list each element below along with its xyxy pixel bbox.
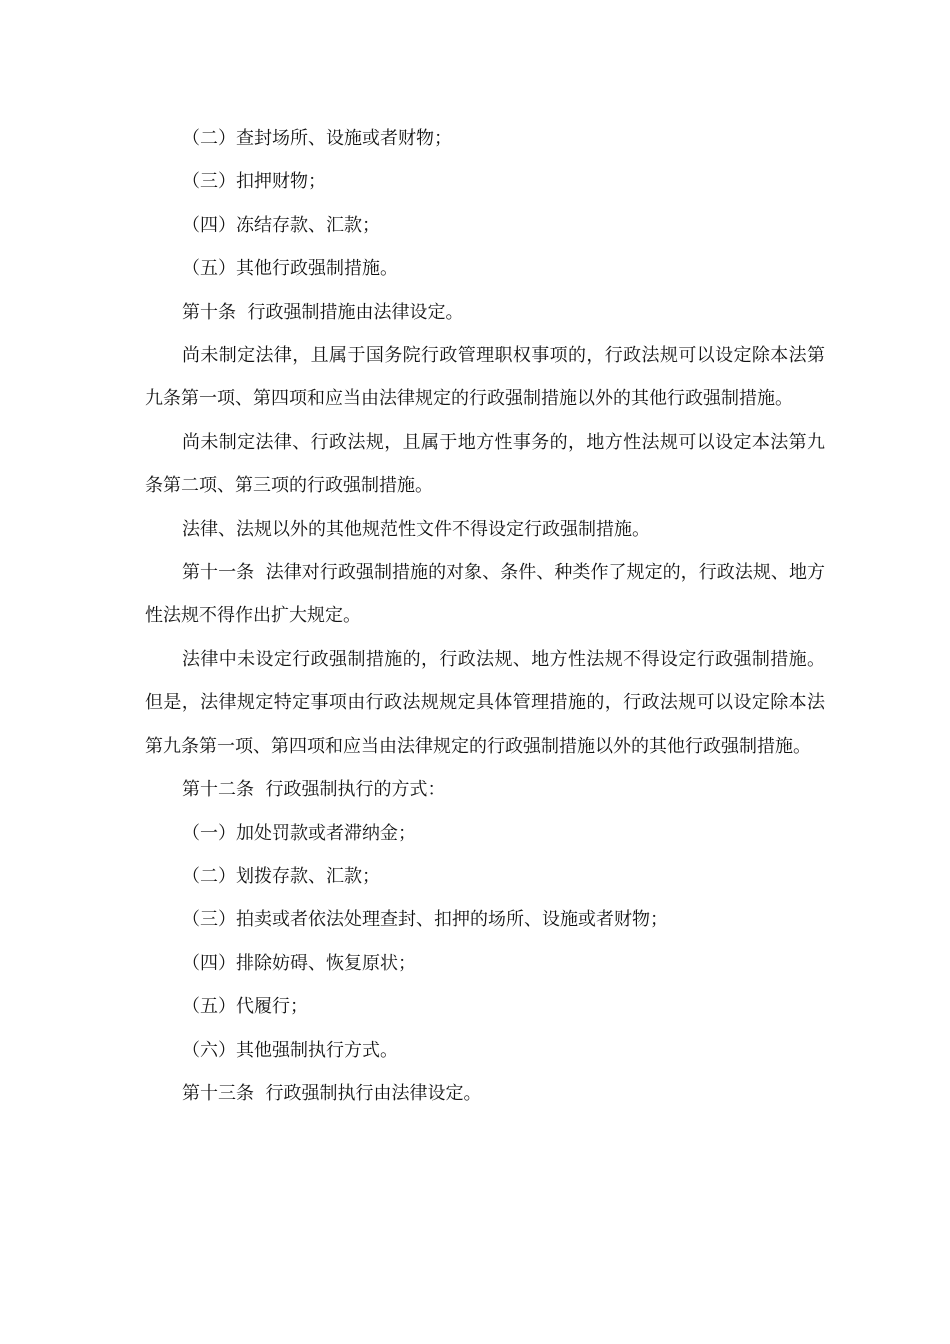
- enforcement-item-5: （五）代履行；: [182, 996, 308, 1018]
- article-10-heading: 第十条 行政强制措施由法律设定。: [182, 301, 464, 323]
- paragraph-item-3-seize: （三）扣押财物；: [182, 171, 326, 193]
- article-11-heading: 第十一条 法律对行政强制措施的对象、条件、种类作了规定的，行政法规、地方性法规不得作出扩大规定。: [145, 562, 825, 627]
- enforcement-item-1: （一）加处罚款或者滞纳金；: [182, 822, 416, 844]
- paragraph-item-2-seal: （二）查封场所、设施或者财物；: [182, 128, 452, 149]
- enforcement-item-3: （三）拍卖或者依法处理查封、扣押的场所、设施或者财物；: [182, 909, 668, 931]
- document-body: [145, 117, 825, 1115]
- article-13-heading: 第十三条 行政强制执行由法律设定。: [182, 1082, 482, 1104]
- enforcement-item-6: （六）其他强制执行方式。: [182, 1039, 398, 1061]
- enforcement-item-2: （二）划拨存款、汇款；: [182, 865, 380, 887]
- article-10-para-3: 法律、法规以外的其他规范性文件不得设定行政强制措施。: [182, 518, 650, 540]
- paragraph-item-5-other: （五）其他行政强制措施。: [182, 258, 398, 280]
- article-10-para-1: 尚未制定法律，且属于国务院行政管理职权事项的，行政法规可以设定除本法第九条第一项、第四项和应当由法律规定的行政强制措施以外的其他行政强制措施。: [145, 345, 825, 410]
- article-10-para-2: 尚未制定法律、行政法规，且属于地方性事务的，地方性法规可以设定本法第九条第二项、第三项的行政强制措施。: [145, 431, 825, 497]
- article-11-para-1: 法律中未设定行政强制措施的，行政法规、地方性法规不得设定行政强制措施。但是，法律规定特定事项由行政法规规定具体管理措施的，行政法规可以设定除本法第九条第一项、第四项和应当由法律规定的行政强制措施以外的其他行政强制措施。: [145, 648, 825, 757]
- article-12-heading: 第十二条 行政强制执行的方式：: [182, 779, 446, 801]
- enforcement-item-4: （四）排除妨碍、恢复原状；: [182, 952, 416, 974]
- paragraph-item-4-freeze: （四）冻结存款、汇款；: [182, 214, 380, 236]
